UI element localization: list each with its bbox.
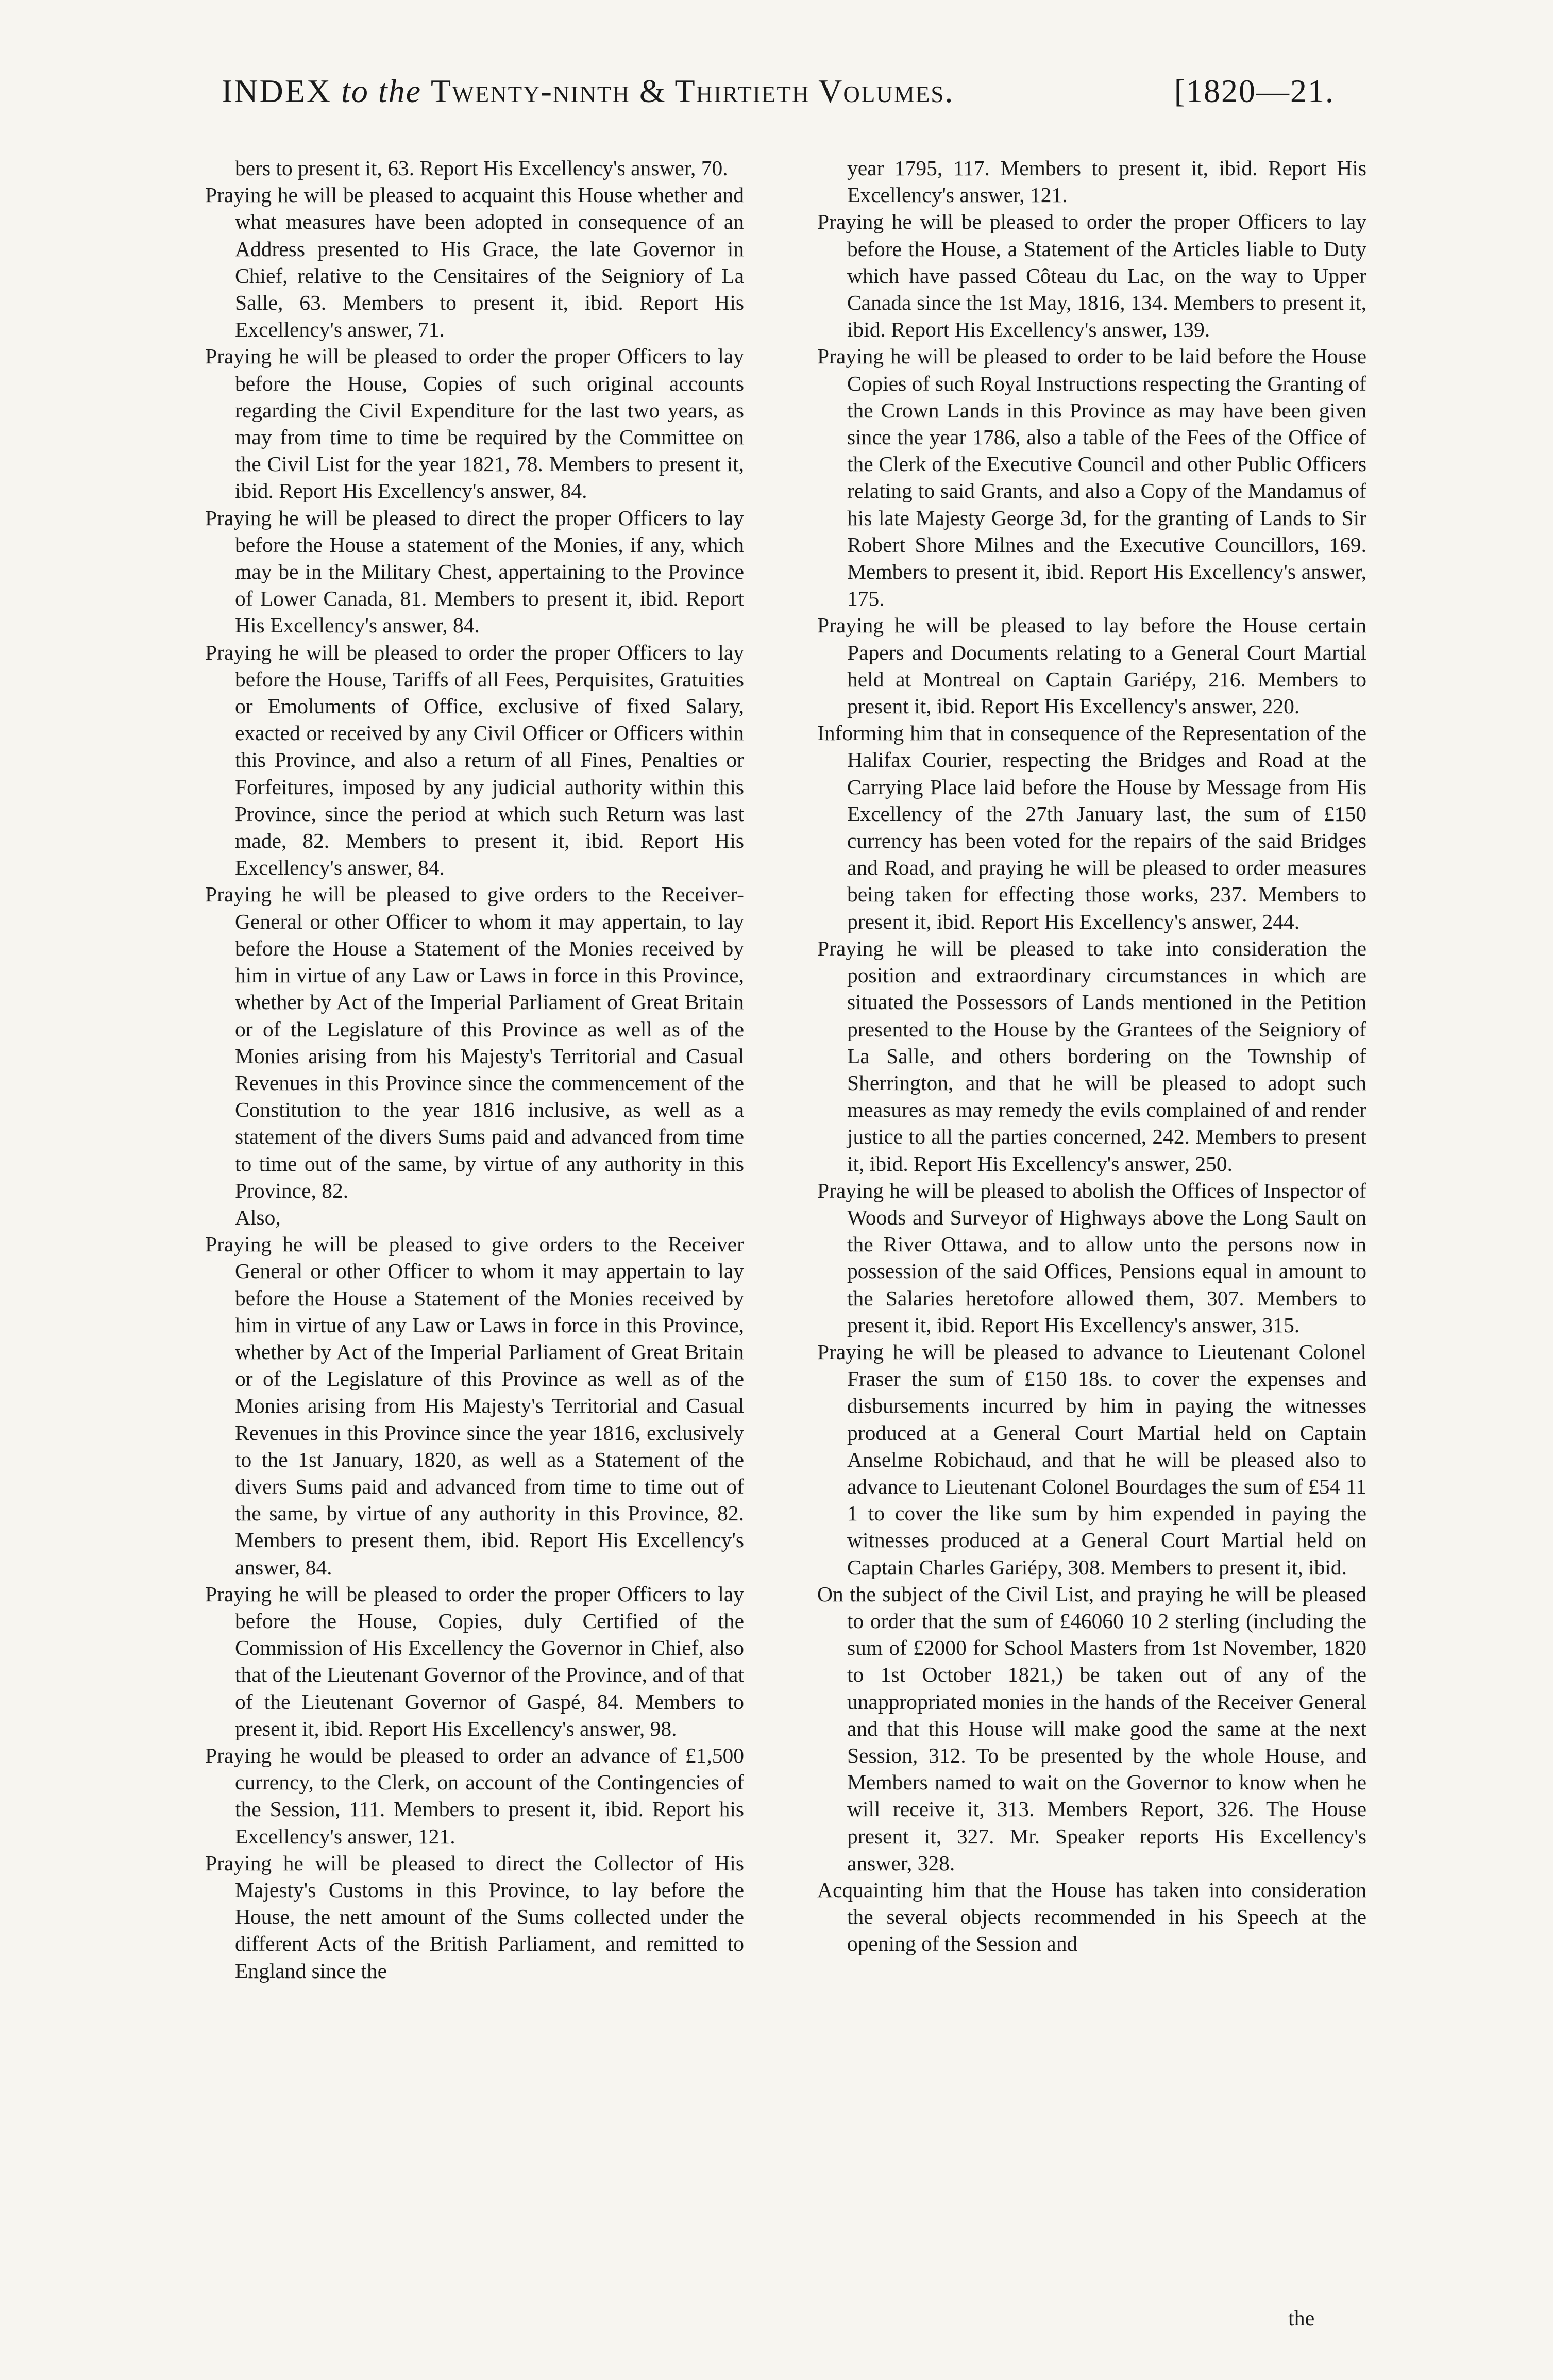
- index-title: INDEX: [222, 73, 332, 109]
- right-column: [817, 155, 1366, 1957]
- index-entry: Praying he would be pleased to order an advance of £1,500 currency, to the Clerk, on account of the Contingencies of the Session, 111. Members to present it, ibid. Report his Excellency's answer, 121.: [205, 1743, 744, 1848]
- index-entry: Praying he will be pleased to acquaint this House whether and what measures have been adopted in consequence of an Address presented to His Grace, the late Governor in Chief, relative to the Censitaires of the Seigniory of La Salle, 63. Members to present it, ibid. Report His Excellency's answer, 71.: [205, 183, 744, 342]
- index-entry: year 1795, 117. Members to present it, ibid. Report His Excellency's answer, 121.: [847, 156, 1366, 207]
- index-entry: Praying he will be pleased to order the proper Officers to lay before the House, Copies of such original accounts regarding the Civil Expenditure for the last two years, as may from time to time be required by the Committee on the Civil List for the year 1821, 78. Members to present it, ibid. Report His Excellency's answer, 84.: [205, 344, 744, 503]
- index-entry: Also,: [235, 1205, 281, 1229]
- index-entry: bers to present it, 63. Report His Excellency's answer, 70.: [235, 156, 728, 180]
- index-entry: Praying he will be pleased to order to be laid before the House Copies of such Royal Instructions respecting the Granting of the Crown Lands in this Province as may have been given since the year 1786, also a table of the Fees of the Office of the Clerk of the Executive Council and other Public Officers relating to said Grants, and also a Copy of the Mandamus of his late Majesty George 3d, for the granting of Lands to Sir Robert Shore Milnes and the Executive Councillors, 169. Members to present it, ibid. Report His Excellency's answer, 175.: [817, 344, 1366, 611]
- index-entry: Praying he will be pleased to order the proper Officers to lay before the House, a Statement of the Articles liable to Duty which have passed Côteau du Lac, on the way to Upper Canada since the 1st May, 1816, 134. Members to present it, ibid. Report His Excellency's answer, 139.: [817, 210, 1366, 342]
- index-entry: Praying he will be pleased to take into consideration the position and extraordinary circumstances in which are situated the Possessors of Lands mentioned in the Petition presented to the House by the Grantees of the Seigniory of La Salle, and others bordering on the Township of Sherrington, and that he will be pleased to adopt such measures as may remedy the evils complained of and render justice to all the parties concerned, 242. Members to present it, ibid. Report His Excellency's answer, 250.: [817, 936, 1366, 1176]
- index-entry: On the subject of the Civil List, and praying he will be pleased to order that the sum of £46060 10 2 sterling (including the sum of £2000 for School Masters from 1st November, 1820 to 1st October 1821,) be taken out of any of the unappropriated monies in the hands of the Receiver General and that this House will make good the same at the next Session, 312. To be presented by the whole House, and Members named to wait on the Governor to know when he will receive it, 313. Members Report, 326. The House present it, 327. Mr. Speaker reports His Excellency's answer, 328.: [817, 1582, 1366, 1875]
- left-column: [205, 155, 744, 1984]
- index-entry: Praying he will be pleased to give orders to the Receiver-General or other Officer to whom it may appertain, to lay before the House a Statement of the Monies received by him in virtue of any Law or Laws in force in this Province, whether by Act of the Imperial Parliament of Great Britain or of the Legislature of this Province as well as of the Monies arising from his Majesty's Territorial and Casual Revenues in this Province since the commencement of the Constitution to the year 1816 inclusive, as well as a statement of the divers Sums paid and advanced from time to time out of the same, by virtue of any authority in this Province, 82.: [205, 882, 744, 1202]
- index-entry: Informing him that in consequence of the Representation of the Halifax Courier, respecting the Bridges and Road at the Carrying Place laid before the House by Message from His Excellency of the 27th January last, the sum of £150 currency has been voted for the repairs of the said Bridges and Road, and praying he will be pleased to order measures being taken for effecting those works, 237. Members to present it, ibid. Report His Excellency's answer, 244.: [817, 721, 1366, 933]
- index-entry: Praying he will be pleased to advance to Lieutenant Colonel Fraser the sum of £150 18s. to cover the expenses and disbursements incurred by him in paying the witnesses produced at a General Court Martial held on Captain Anselme Robichaud, and that he will be pleased also to advance to Lieutenant Colonel Bourdages the sum of £54 11 1 to cover the like sum by him expended in paying the witnesses produced at a General Court Martial held on Captain Charles Gariépy, 308. Members to present it, ibid.: [817, 1339, 1366, 1579]
- running-header: [222, 72, 1335, 110]
- volumes-title: Twenty-ninth & Thirtieth Volumes.: [431, 73, 954, 109]
- index-entry: Praying he will be pleased to lay before the House certain Papers and Documents relating to a General Court Martial held at Montreal on Captain Gariépy, 216. Members to present it, ibid. Report His Excellency's answer, 220.: [817, 613, 1366, 718]
- to-the: to the: [341, 73, 422, 109]
- index-entry: Praying he will be pleased to direct the proper Officers to lay before the House a statement of the Monies, if any, which may be in the Military Chest, appertaining to the Province of Lower Canada, 81. Members to present it, ibid. Report His Excellency's answer, 84.: [205, 506, 744, 638]
- year-range: [1820—21.: [1174, 73, 1335, 109]
- index-entry: Acquainting him that the House has taken into consideration the several objects recommended in his Speech at the opening of the Session and: [817, 1878, 1366, 1956]
- catchword: the: [1288, 2307, 1315, 2331]
- index-entry: Praying he will be pleased to abolish the Offices of Inspector of Woods and Surveyor of Highways above the Long Sault on the River Ottawa, and to allow unto the persons now in possession of the said Offices, Pensions equal in amount to the Salaries heretofore allowed them, 307. Members to present it, ibid. Report His Excellency's answer, 315.: [817, 1178, 1366, 1337]
- index-entry: Praying he will be pleased to give orders to the Receiver General or other Officer to whom it may appertain to lay before the House a Statement of the Monies received by him in virtue of any Law or Laws in force in this Province, whether by Act of the Imperial Parliament of Great Britain or of the Legislature of this Province as well as of the Monies arising from His Majesty's Territorial and Casual Revenues in this Province since the year 1816, exclusively to the 1st January, 1820, as well as a Statement of the divers Sums paid and advanced from time to time out of the same, by virtue of any authority in this Province, 82. Members to present them, ibid. Report His Excellency's answer, 84.: [205, 1232, 744, 1579]
- index-entry: Praying he will be pleased to order the proper Officers to lay before the House, Copies, duly Certified of the Commission of His Excellency the Governor in Chief, also that of the Lieutenant Governor of the Province, and of that of the Lieutenant Governor of Gaspé, 84. Members to present it, ibid. Report His Excellency's answer, 98.: [205, 1582, 744, 1740]
- index-entry: Praying he will be pleased to direct the Collector of His Majesty's Customs in this Province, to lay before the House, the nett amount of the Sums collected under the different Acts of the British Parliament, and remitted to England since the: [205, 1851, 744, 1983]
- index-entry: Praying he will be pleased to order the proper Officers to lay before the House, Tariffs of all Fees, Perquisites, Gratuities or Emoluments of Office, exclusive of fixed Salary, exacted or received by any Civil Officer or Officers within this Province, and also a return of all Fines, Penalties or Forfeitures, imposed by any judicial authority within this Province, since the period at which such Return was last made, 82. Members to present it, ibid. Report His Excellency's answer, 84.: [205, 640, 744, 880]
